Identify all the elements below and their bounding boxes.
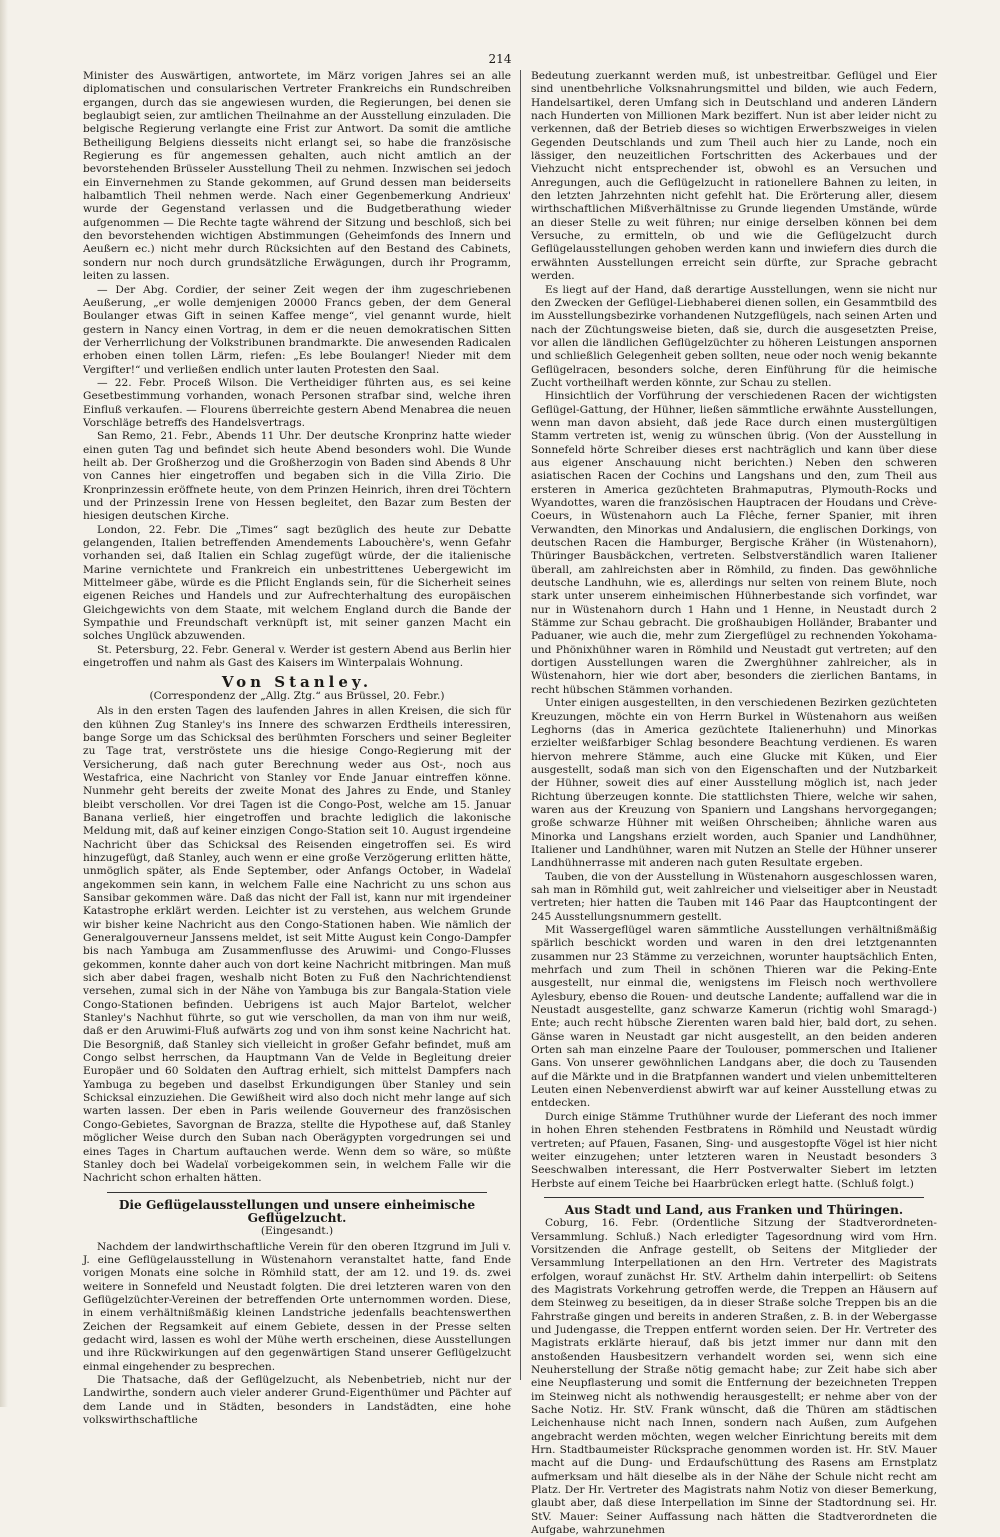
news-item-coburg: Coburg, 16. Febr. (Ordentliche Sitzung der Stadtverordneten-Versammlung. Schluß.) Nach erledigter Tagesordnung wird vom Hrn. Vorsitzenden die Anfrage gestellt, ob Seitens der Mitglieder der Versammlung Interpellationen an den Hrn. Vertreter des Magistrats erfolgen, worauf zunächst Hr. StV. Arthelm dahin interpellirt: ob Seitens des Magistrats Vorkehrung getroffen werde, die Treppen an Häusern auf dem Steinweg zu beseitigen, da in dieser Straße solche Treppen bis an die Fahrstraße gingen und bereits in anderen Straßen, z. B. in der Webergasse und Judengasse, die Treppen entfernt worden seien. Der Hr. Vertreter des Magistrats erklärte hierauf, daß bis jetzt immer nur dann mit den anstoßenden Hausbesitzern verhandelt worden sei, wenn sich eine Neuherstellung der Straße nötig gemacht habe; zur Zeit habe sich aber eine Neupflasterung und somit die Entfernung der bezeichneten Treppen im Steinweg nicht als nothwendig herausgestellt; er nehme aber von der Sache Notiz. Hr. StV. Frank wünscht, daß die Thüren am städtischen Leichenhause nicht nach Innen, sondern nach Außen, zum Aufgehen angebracht werden möchten, wegen welcher Einrichtung bereits mit dem Hrn. Stadtbaumeister Rücksprache genommen worden ist. Hr. StV. Mauer macht auf die Dung- und Erdaufschüttung des Rasens am Ernstplatz aufmerksam und hält dieselbe als in der Nähe der Schule nicht recht am Platz. Der Hr. Vertreter des Magistrats nahm Notiz von dieser Bemerkung, glaubt aber, daß diese Interpellation im Sinne der Stadtordnung sei. Hr. StV. Mauer: Seiner Auffassung nach hätten die Stadtverordneten die Aufgabe, wahrzunehmen — [531, 1217, 937, 1537]
right-column — [531, 70, 937, 1537]
poultry-paragraph: Hinsichtlich der Vorführung der verschiedenen Racen der wichtigsten Geflügel-Gattung, der Hühner, ließen sämmtliche erwähnte Ausstellungen, wenn man davon absieht, daß jede Race durch einen mustergültigen Stamm vertreten ist, wenig zu wünschen übrig. (Von der Ausstellung in Sonnefeld hörte Schreiber dieses erst nachträglich und kann über diese aus eigener Anschauung nicht berichten.) Neben den schweren asiatischen Racen der Cochins und Langshans und den, zum Theil aus ersteren in America gezüchteten Brahmaputras, Plymouth-Rocks und Wyandottes, waren die französischen Hauptracen der Houdans und Crève-Coeurs, in Wüstenahorn auch La Flêche, ferner Spanier, mit ihren Verwandten, den Minorkas und Andalusiern, die englischen Dorkings, von deutschen Racen die Hamburger, Bergische Kräher (in Wüstenahorn), Thüringer Bausbäckchen, vertreten. Selbstverständlich waren Italiener überall, am zahlreichsten aber in Römhild, zu finden. Das gewöhnliche deutsche Landhuhn, wie es, allerdings nur selten von reinem Blute, noch stark unter unserem einheimischen Hühnerbestande sich vorfindet, war nur in Wüstenahorn durch 1 Hahn und 1 Henne, in Neustadt durch 2 Stämme zur Schau gebracht. Die großhaubigen Holländer, Brabanter und Paduaner, wie auch die, mehr zum Ziergeflügel zu rechnenden Yokohama- und Phönixhühner waren in Römhild und Neustadt gut vertreten; auf den dortigen Ausstellungen waren die Zwerghühner zahlreicher, als in Wüstenahorn, hier wie dort aber, besonders die zierlichen Bantams, in recht hübschen Stämmen vorhanden. — [531, 390, 937, 696]
stanley-article: Als in den ersten Tagen des laufenden Jahres in allen Kreisen, die sich für den kühnen Zug Stanley's ins Innere des schwarzen Erdtheils interessiren, bange Sorge um das Schicksal des berühmten Forschers und seiner Begleiter zu Tage trat, verströstete uns die hiesige Congo-Regierung mit der Versicherung, daß nach guter Berechnung weder aus Ost-, noch aus Westafrica, eine Nachricht von Stanley vor Ende Januar eintreffen könne. Nunmehr geht bereits der zweite Monat des Jahres zu Ende, und Stanley bleibt verschollen. Vor drei Tagen ist die Congo-Post, welche am 15. Januar Banana verließ, hier eingetroffen und brachte lediglich die lakonische Meldung mit, daß auf keiner einzigen Congo-Station seit 10. August irgendeine Nachricht über das Schicksal des Reisenden eingetroffen sei. Es wird hinzugefügt, daß Stanley, auch wenn er eine große Verzögerung erlitten hätte, unmöglich später, als Ende September, oder Anfangs October, in Wadelaï angekommen sein kann, in welchem Falle eine Nachricht zu uns schon aus Sansibar gekommen wäre. Daß das nicht der Fall ist, kann nur mit irgendeiner Katastrophe erklärt werden. Leichter ist zu verstehen, aus welchem Grunde wir bisher keine Nachricht aus den Congo-Stationen haben. Wie nämlich der Generalgouverneur Janssens meldet, ist seit Mitte August kein Congo-Dampfer bis nach Yambuga am Zusammenflusse des Aruwimi- und Congo-Flusses gekommen, konnte daher auch von dort keine Nachricht mitbringen. Man muß sich aber dabei fragen, weshalb nicht Boten zu Fuß den Nachrichtendienst versehen, zumal sich in der Nähe von Yambuga bis zur Bangala-Station viele Congo-Stationen befinden. Uebrigens ist auch Major Bartelot, welcher Stanley's Nachhut führte, so gut wie verschollen, da man von ihm nur weiß, daß er den Aruwimi-Fluß aufwärts zog und von ihm sonst keine Nachricht hat. Die Besorgniß, daß Stanley sich vielleicht in großer Gefahr befindet, muß am Congo selbst herrschen, da Hauptmann Van de Velde in Begleitung dreier Europäer und 60 Soldaten den Auftrag erhielt, sich mittelst Dampfers nach Yambuga zu begeben und daselbst Erkundigungen über Stanley und sein Schicksal einzuziehen. Die Gewißheit wird also doch nicht mehr lange auf sich warten lassen. Der eben in Paris weilende Gouverneur des französischen Congo-Gebietes, Savorgnan de Brazza, stellte die Hypothese auf, daß Stanley möglicher Weise durch den Suban nach Oberägypten vorgedrungen sei und eines Tages in Chartum auftauchen werde. Wenn dem so wäre, so müßte Stanley doch bei Wadelaï vorbeigekommen sein, in welchem Falle wir die Nachricht schon erhalten hätten. — [83, 705, 511, 1185]
poultry-paragraph: Unter einigen ausgestellten, in den verschiedenen Bezirken gezüchteten Kreuzungen, möchte ein von Herrn Burkel in Wüstenahorn aus weißen Leghorns (das in America gezüchtete Italienerhuhn) und Minorkas erzielter weißfarbiger Schlag besondere Beachtung verdienen. Es waren hiervon mehrere Stämme, auch eine Glucke mit Küken, und Eier ausgestellt, sodaß man sich von den Eigenschaften und der Nutzbarkeit der Hühner, soweit dies auf einer Ausstellung möglich ist, nach jeder Richtung überzeugen konnte. Die stattlichsten Thiere, welche wir sahen, waren aus der Kreuzung von Spaniern und Langshans hervorgegangen; große schwarze Hühner mit weißen Ohrscheiben; ähnliche waren aus Minorka und Langshans erzielt worden, auch Spanier und Landhühner, Italiener und Landhühner, waren mit Nutzen an Stelle der Hühner unserer Landhühnerrasse mit anderen nach guten Resultate ergeben. — [531, 697, 937, 870]
poultry-paragraph: Nachdem der landwirthschaftliche Verein für den oberen Itzgrund im Juli v. J. eine Geflügelausstellung in Wüstenahorn veranstaltet hatte, fand Ende vorigen Monats eine solche in Römhild statt, der am 12. und 19. ds. zwei weitere in Sonnefeld und Neustadt folgten. Die drei letzteren waren von den Geflügelzüchter-Vereinen der betreffenden Orte unternommen worden. Diese, in einem verhältnißmäßig kleinen Landstriche jedenfalls beachtenswerthen Zeichen der Regsamkeit auf einem Gebiete, dessen in der Presse selten gedacht wird, lassen es wohl der Mühe werth erscheinen, diese Ausstellungen und ihre Rückwirkungen auf den gegenwärtigen Stand unserer Geflügelzucht einmal eingehender zu besprechen. — [83, 1240, 511, 1373]
poultry-paragraph: Tauben, die von der Ausstellung in Wüstenahorn ausgeschlossen waren, sah man in Römhild gut, weit zahlreicher und vielseitiger aber in Neustadt vertreten; hier hatten die Tauben mit 146 Paar das Hauptcontingent der 245 Ausstellungsnummern gestellt. — [531, 870, 937, 923]
poultry-paragraph: Die Thatsache, daß der Geflügelzucht, als Nebenbetrieb, nicht nur der Landwirthe, sondern auch vieler anderer Grund-Eigenthümer und Pächter auf dem Lande und in Städten, besonders in Landstädten, eine hohe volkswirthschaftliche — [83, 1374, 511, 1427]
page-number: 214 — [488, 52, 512, 66]
poultry-paragraph: Es liegt auf der Hand, daß derartige Ausstellungen, wenn sie nicht nur den Zwecken der Geflügel-Liebhaberei dienen sollen, ein Gesammtbild des im Ausstellungsbezirke vorhandenen Nutzgeflügels, nach seinen Arten und nach der Züchtungsweise bieten, daß sie, durch die ausgesetzten Preise, vor allen die ländlichen Geflügelzüchter zu höheren Leistungen anspornen und schließlich Gelegenheit geben sollten, neue oder noch wenig bekannte Geflügelracen, besonders solche, deren Einführung für die heimische Zucht vortheilhaft werden könnte, zur Schau zu stellen. — [531, 283, 937, 389]
news-item-london: London, 22. Febr. Die „Times“ sagt bezüglich des heute zur Debatte gelangenden, Italien betreffenden Amendements Labouchère's, wenn Gefahr vorhanden sei, daß Italien ein Schlag zugefügt würde, der die italienische Marine vernichtete und Frankreich ein unbestrittenes Uebergewicht im Mittelmeer gäbe, würde es die Pflicht Englands sein, für die Sicherheit seines eigenen Reiches und Handels und zur Aufrechterhaltung des europäischen Gleichgewichts von dem Staate, mit welchem England durch die Bande der Sympathie und Freundschaft verknüpft ist, mit seiner ganzen Macht ein solches Unglück abzuwenden. — [83, 523, 511, 643]
section-divider — [107, 1192, 487, 1193]
column-rule — [520, 70, 521, 1380]
left-column — [83, 70, 511, 1427]
stanley-title: Von Stanley. — [221, 673, 373, 692]
page-edge-shadow — [0, 0, 8, 1407]
section-divider — [544, 1197, 924, 1198]
poultry-paragraph: Mit Wassergeflügel waren sämmtliche Ausstellungen verhältnißmäßig spärlich beschickt worden und waren in den drei letztgenannten zusammen nur 23 Stämme zu verzeichnen, worunter hauptsächlich Enten, mehrfach und zum Theil in schönen Thieren war die Peking-Ente ausgestellt, nur einmal die, wenigstens im Fleisch noch werthvollere Aylesbury, ebenso die Rouen- und deutsche Landente; auffallend war die in Neustadt ausgestellte, ganz schwarze Kamerun (richtig wohl Smaragd-) Ente; auch recht hübsche Zierenten waren bald hier, bald dort, zu sehen. Gänse waren in Neustadt gar nicht ausgestellt, an den beiden anderen Orten sah man einzelne Paare der Toulouser, pommerschen und Italiener Gans. Von unserer gewöhnlichen Landgans aber, die doch zu Tausenden auf die Märkte und in die Bratpfannen wandert und vielen unbemittelteren Leuten einen Nebenverdienst abwirft war auf keiner Ausstellung etwas zu entdecken. — [531, 924, 937, 1110]
poultry-paragraph: Durch einige Stämme Truthühner wurde der Lieferant des noch immer in hohen Ehren stehenden Festbratens in Römhild und Neustadt würdig vertreten; auf Pfauen, Fasanen, Sing- und ausgestopfte Vögel ist hier nicht weiter einzugehen; unter letzteren waren in Neustadt besonders 3 Seeschwalben interessant, die Herr Postverwalter Siebert im letzten Herbste auf einem Teiche bei Haarbrücken erlegt hatte. (Schluß folgt.) — [531, 1110, 937, 1190]
article-paragraph: Minister des Auswärtigen, antwortete, im März vorigen Jahres sei an alle diplomatischen und consularischen Vertreter Frankreichs ein Rundschreiben ergangen, durch das sie angewiesen wurden, die Regierungen, bei denen sie beglaubigt seien, zur amtlichen Theilnahme an der Ausstellung einzuladen. Die belgische Regierung verlangte eine Frist zur Antwort. Da somit die amtliche Betheiligung Belgiens diesseits nicht erlangt sei, so habe die französische Regierung es für angemessen gehalten, auch nicht amtlich an der bevorstehenden Brüsseler Ausstellung Theil zu nehmen. Inzwischen sei jedoch ein Einvernehmen zu Stande gekommen, auf Grund dessen man beiderseits halbamtlich Theil nehmen werde. Nach einer Gegenbemerkung Andrieux' wurde der Gegenstand verlassen und die Budgetberathung wieder aufgenommen — Die Rechte tagte während der Sitzung und beschloß, sich bei den bevorstehenden wichtigen Abstimmungen (Geheimfonds des Innern und Aeußern ec.) nicht mehr durch Rücksichten auf den Bestand des Cabinets, sondern nur noch durch grundsätzliche Erwägungen, durch ihr Programm, leiten zu lassen. — [83, 70, 511, 283]
poultry-title: Die Geflügelausstellungen und unsere einheimische Geflügelzucht. — [118, 1197, 476, 1225]
article-paragraph: — 22. Febr. Proceß Wilson. Die Vertheidiger führten aus, es sei keine Gesetbestimmung vorhanden, wonach Personen strafbar sind, welche ihren Einfluß verkaufen. — Flourens überreichte gestern Abend Menabrea die neuen Vorschläge betreffs des Handelsvertrags. — [83, 376, 511, 429]
regional-news-heading: Aus Stadt und Land, aus Franken und Thüringen. — [564, 1202, 904, 1217]
news-item-st-petersburg: St. Petersburg, 22. Febr. General v. Werder ist gestern Abend aus Berlin hier eingetroffen und nahm als Gast des Kaisers im Winterpalais Wohnung. — [83, 643, 511, 670]
stanley-subtitle: (Correspondenz der „Allg. Ztg.“ aus Brüssel, 20. Febr.) — [149, 689, 445, 702]
news-item-san-remo: San Remo, 21. Febr., Abends 11 Uhr. Der deutsche Kronprinz hatte wieder einen guten Tag und befindet sich heute Abend besonders wohl. Die Wunde heilt ab. Der Großherzog und die Großherzogin von Baden sind Abends 8 Uhr von Cannes hier eingetroffen und begaben sich in die Villa Zirio. Die Kronprinzessin eröffnete heute, von dem Prinzen Heinrich, ihren drei Töchtern und der Prinzessin Irene von Hessen begleitet, den Bazar zum Besten der hiesigen deutschen Kirche. — [83, 430, 511, 523]
article-paragraph: — Der Abg. Cordier, der seiner Zeit wegen der ihm zugeschriebenen Aeußerung, „er wolle demjenigen 20000 Francs geben, der dem General Boulanger etwas Gift in seinen Kaffee menge“, viel genannt wurde, hielt gestern in Nancy einen Vortrag, in dem er die neuen demokratischen Sitten der Verherrlichung der Volkstribunen brandmarkte. Die anwesenden Radicalen erhoben einen tollen Lärm, riefen: „Es lebe Boulanger! Nieder mit dem Vergifter!“ und verließen endlich unter lauten Protesten den Saal. — [83, 283, 511, 376]
poultry-subtitle: (Eingesandt.) — [260, 1225, 334, 1238]
poultry-paragraph: Bedeutung zuerkannt werden muß, ist unbestreitbar. Geflügel und Eier sind unentbehrliche Volksnahrungsmittel und bilden, wie auch Federn, Handelsartikel, deren Umfang sich in Deutschland und anderen Ländern nach Hunderten von Millionen Mark beziffert. Nun ist aber leider nicht zu verkennen, daß der Betrieb dieses so wichtigen Erwerbszweiges in vielen Gegenden Deutschlands und zum Theil auch hier zu Lande, noch ein lässiger, den neuzeitlichen Fortschritten des Ackerbaues und der Viehzucht nicht entsprechender ist, obwohl es an Versuchen und Anregungen, auch die Geflügelzucht in rationellere Bahnen zu leiten, in den letzten Jahrzehnten nicht gefehlt hat. Die Erörterung aller, diesem wirthschaftlichen Mißverhältnisse zu Grunde liegenden Umstände, würde an dieser Stelle zu weit führen; nur einige derselben können bei dem Versuche, zu ermitteln, ob und wie die Geflügelzucht durch Geflügelausstellungen gehoben werden kann und inwiefern dies durch die erwähnten Ausstellungen erreicht sein dürfte, zur Sprache gebracht werden. — [531, 70, 937, 283]
